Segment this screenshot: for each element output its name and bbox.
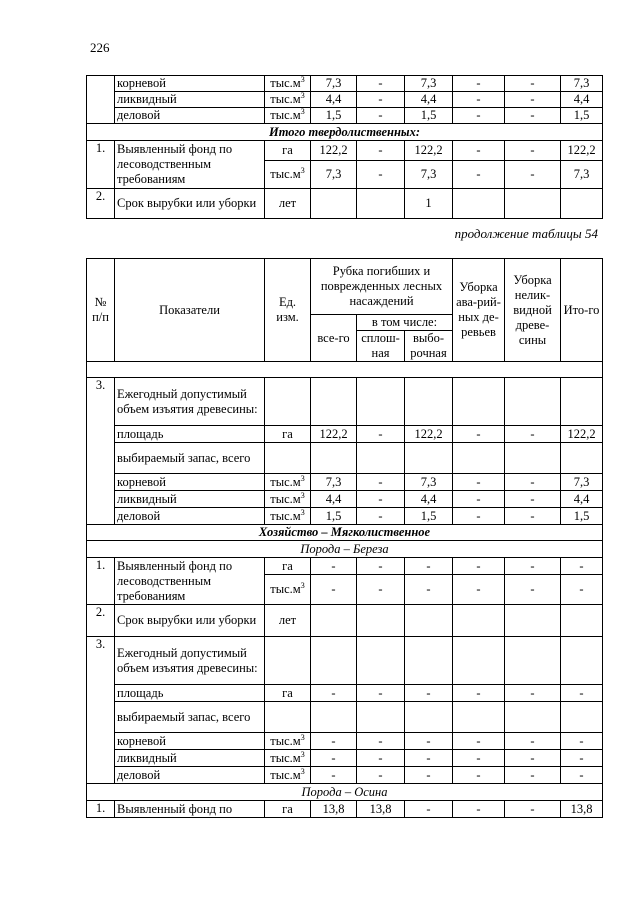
value-cell: - [357,426,405,443]
unit-sup: 3 [300,507,305,517]
unit-sup: 3 [300,165,305,175]
value-cell: 122,2 [311,426,357,443]
value-cell: 122,2 [561,426,603,443]
empty-cell [561,637,603,685]
value-cell: 7,3 [311,76,357,92]
header-vtomchisle: в том числе: [357,315,453,331]
unit-cell [265,733,311,750]
value-cell [357,189,405,219]
value-cell: - [505,76,561,92]
unit-base: тыс.м [270,508,301,523]
num-cell [87,76,115,124]
table-row [87,474,603,491]
table-row [87,108,603,124]
value-cell: - [453,474,505,491]
row-label: площадь [115,685,265,702]
unit-cell [265,108,311,124]
empty-cell [357,702,405,733]
unit-sup: 3 [300,766,305,776]
value-cell: - [453,508,505,525]
value-cell: - [357,685,405,702]
row-number: 3. [87,637,115,784]
value-cell: - [561,767,603,784]
value-cell: - [311,733,357,750]
value-cell: 1,5 [311,108,357,124]
empty-cell [311,702,357,733]
value-cell: - [505,558,561,575]
empty-cell [561,443,603,474]
empty-cell [405,637,453,685]
value-cell: 122,2 [405,141,453,161]
unit-sup: 3 [300,75,305,84]
section-title: Хозяйство – Мягколиственное [87,525,603,541]
value-cell: - [453,108,505,124]
unit-cell: га [265,801,311,818]
value-cell: - [311,767,357,784]
empty-cell [561,378,603,426]
value-cell [453,189,505,219]
table-row [87,605,603,637]
empty-cell [453,443,505,474]
breed-title: Порода – Береза [87,541,603,558]
unit-cell: га [265,141,311,161]
empty-cell [311,605,357,637]
row-label: выбираемый запас, всего [115,443,265,474]
empty-cell [505,443,561,474]
row-label: корневой [115,733,265,750]
unit-base: тыс.м [270,750,301,765]
table-row [87,426,603,443]
unit-cell [265,508,311,525]
value-cell: - [357,108,405,124]
value-cell: - [453,575,505,605]
value-cell: - [453,76,505,92]
unit-cell [265,767,311,784]
unit-cell [265,161,311,189]
row-label: ликвидный [115,491,265,508]
unit-cell: га [265,558,311,575]
value-cell: - [357,767,405,784]
empty-cell [265,443,311,474]
value-cell: - [357,575,405,605]
unit-cell [265,750,311,767]
value-cell: - [453,426,505,443]
row-number: 2. [87,605,115,637]
row-label: Выявленный фонд по лесоводственным требованиям [115,141,265,189]
value-cell: 4,4 [561,92,603,108]
value-cell: 7,3 [405,474,453,491]
header-nelik: Уборка нелик-видной древе-сины [505,259,561,362]
value-cell: - [505,491,561,508]
empty-cell [357,637,405,685]
value-cell: - [505,474,561,491]
value-cell: - [505,161,561,189]
empty-cell [505,605,561,637]
unit-cell [265,491,311,508]
continuation-caption: продолжение таблицы 54 [454,226,598,241]
value-cell: 13,8 [357,801,405,818]
row-number: 1. [87,141,115,189]
value-cell: - [561,750,603,767]
row-label: Ежегодный допустимый объем изъятия древесины: [115,637,265,685]
value-cell: 7,3 [561,474,603,491]
value-cell: - [311,750,357,767]
value-cell: - [505,767,561,784]
value-cell: 7,3 [405,76,453,92]
value-cell: 1,5 [311,508,357,525]
table-bottom [86,258,603,818]
value-cell: 7,3 [405,161,453,189]
table-row [87,141,603,161]
value-cell: - [405,750,453,767]
row-label: ликвидный [115,750,265,767]
section-title: Итого твердолиственных: [87,124,603,141]
header-rubka: Рубка погибших и поврежденных лесных насаждений [311,259,453,315]
unit-base: тыс.м [270,474,301,489]
value-cell: - [453,685,505,702]
value-cell: - [505,750,561,767]
value-cell: 4,4 [311,92,357,108]
value-cell: - [505,426,561,443]
empty-cell [311,637,357,685]
value-cell: - [453,491,505,508]
value-cell: - [561,685,603,702]
value-cell: - [405,767,453,784]
value-cell: - [505,108,561,124]
value-cell: - [505,575,561,605]
section-row [87,541,603,558]
header-itogo: Ито-го [561,259,603,362]
empty-cell [87,362,603,378]
header-row-1 [87,259,603,315]
row-label: площадь [115,426,265,443]
unit-sup: 3 [300,473,305,483]
unit-cell [265,92,311,108]
empty-cell [311,443,357,474]
value-cell: 1 [405,189,453,219]
table-row [87,443,603,474]
empty-cell [311,378,357,426]
empty-cell [453,702,505,733]
table-row [87,508,603,525]
value-cell: - [357,733,405,750]
value-cell: - [405,558,453,575]
empty-cell [561,702,603,733]
value-cell: - [453,801,505,818]
header-num: № п/п [87,259,115,362]
value-cell: 1,5 [405,508,453,525]
value-cell: - [357,491,405,508]
value-cell: - [405,575,453,605]
unit-cell: лет [265,189,311,219]
value-cell: - [357,76,405,92]
value-cell: 13,8 [311,801,357,818]
value-cell: - [357,92,405,108]
value-cell: - [453,558,505,575]
value-cell: - [505,685,561,702]
value-cell: 122,2 [311,141,357,161]
empty-cell [357,378,405,426]
empty-cell [453,378,505,426]
empty-cell [265,637,311,685]
value-cell: - [311,575,357,605]
header-indicators: Показатели [115,259,265,362]
value-cell: - [561,575,603,605]
empty-cell [357,605,405,637]
value-cell: 4,4 [405,491,453,508]
table-row [87,685,603,702]
empty-cell [405,443,453,474]
unit-cell [265,575,311,605]
empty-cell [561,605,603,637]
value-cell: - [505,92,561,108]
empty-cell [265,378,311,426]
value-cell: - [505,733,561,750]
unit-cell: га [265,426,311,443]
value-cell: 7,3 [311,474,357,491]
unit-cell: лет [265,605,311,637]
value-cell: - [505,141,561,161]
table-row [87,558,603,575]
value-cell: 122,2 [405,426,453,443]
value-cell: 1,5 [561,508,603,525]
header-vsego: все-го [311,315,357,362]
section-row [87,124,603,141]
unit-sup: 3 [300,107,305,116]
table-row [87,92,603,108]
value-cell: - [311,558,357,575]
header-avar: Уборка ава-рий-ных де-ревьев [453,259,505,362]
value-cell: - [453,733,505,750]
value-cell: - [357,558,405,575]
table-top [86,75,603,219]
unit-sup: 3 [300,91,305,100]
value-cell: - [357,474,405,491]
unit-base: тыс.м [270,491,301,506]
value-cell: 13,8 [561,801,603,818]
row-label: Срок вырубки или уборки [115,605,265,637]
row-label: корневой [115,474,265,491]
header-vyborochnaya: выбо-рочная [405,331,453,362]
value-cell: 4,4 [405,92,453,108]
value-cell: 7,3 [561,161,603,189]
row-label: ликвидный [115,92,265,108]
value-cell: - [453,767,505,784]
value-cell: - [405,801,453,818]
unit-cell: га [265,685,311,702]
value-cell: - [453,161,505,189]
empty-cell [405,605,453,637]
unit-base: тыс.м [270,767,301,782]
row-label: корневой [115,76,265,92]
value-cell: 4,4 [311,491,357,508]
row-label: Срок вырубки или уборки [115,189,265,219]
unit-sup: 3 [300,732,305,742]
value-cell: 4,4 [561,491,603,508]
empty-cell [453,637,505,685]
value-cell: - [357,161,405,189]
row-label: выбираемый запас, всего [115,702,265,733]
value-cell [561,189,603,219]
row-label: Выявленный фонд по [115,801,265,818]
value-cell: 7,3 [561,76,603,92]
table-row [87,491,603,508]
table-row [87,750,603,767]
value-cell: - [357,141,405,161]
value-cell: - [505,508,561,525]
value-cell: - [357,750,405,767]
row-number: 3. [87,378,115,525]
empty-cell [265,702,311,733]
unit-cell [265,474,311,491]
empty-cell [357,443,405,474]
unit-sup: 3 [300,490,305,500]
row-label: деловой [115,767,265,784]
value-cell: 1,5 [561,108,603,124]
value-cell: - [405,685,453,702]
value-cell: 1,5 [405,108,453,124]
breed-title: Порода – Осина [87,784,603,801]
unit-base: тыс.м [270,582,301,596]
value-cell: - [453,750,505,767]
unit-base: тыс.м [270,108,301,122]
empty-cell [405,702,453,733]
unit-cell [265,76,311,92]
page-number: 226 [90,40,110,55]
unit-base: тыс.м [270,92,301,106]
value-cell: - [505,801,561,818]
unit-base: тыс.м [270,733,301,748]
value-cell: - [405,733,453,750]
empty-cell [505,637,561,685]
header-unit: Ед. изм. [265,259,311,362]
row-label: Ежегодный допустимый объем изъятия древесины: [115,378,265,426]
unit-base: тыс.м [270,76,301,90]
table-row [87,733,603,750]
row-label: деловой [115,108,265,124]
section-row [87,784,603,801]
value-cell: - [453,141,505,161]
empty-cell [405,378,453,426]
row-label: деловой [115,508,265,525]
table-row [87,801,603,818]
table-row [87,702,603,733]
value-cell: - [311,685,357,702]
header-sploshnaya: сплош-ная [357,331,405,362]
unit-base: тыс.м [270,167,301,181]
value-cell: 7,3 [311,161,357,189]
empty-cell [505,378,561,426]
table-row [87,767,603,784]
section-row [87,525,603,541]
row-label: Выявленный фонд по лесоводственным требованиям [115,558,265,605]
table-row [87,637,603,685]
row-number: 1. [87,558,115,605]
row-number: 2. [87,189,115,219]
empty-cell [505,702,561,733]
value-cell: - [357,508,405,525]
row-number: 1. [87,801,115,818]
value-cell [311,189,357,219]
empty-cell [453,605,505,637]
unit-sup: 3 [300,580,305,590]
table-row [87,76,603,92]
unit-sup: 3 [300,749,305,759]
value-cell: - [561,558,603,575]
value-cell: - [561,733,603,750]
value-cell [505,189,561,219]
spacer-row [87,362,603,378]
value-cell: - [453,92,505,108]
table-row [87,189,603,219]
value-cell: 122,2 [561,141,603,161]
table-row [87,378,603,426]
